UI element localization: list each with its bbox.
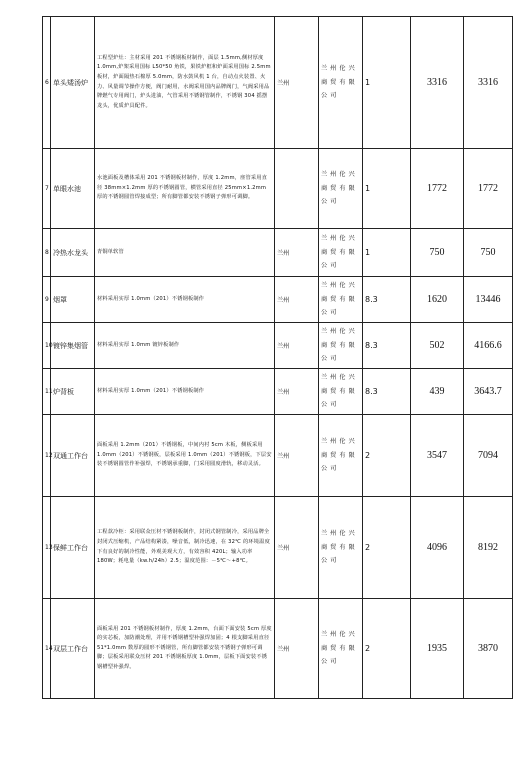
item-total-price: 750 (464, 229, 513, 277)
row-number: 14 (43, 599, 51, 699)
item-name: 单眼水池 (51, 149, 95, 229)
row-number: 11 (43, 369, 51, 415)
item-total-price: 7094 (464, 415, 513, 497)
item-quantity: 8.3 (363, 369, 411, 415)
item-origin: 兰州 (275, 229, 319, 277)
item-name: 炉背板 (51, 369, 95, 415)
item-supplier: 兰州伦兴商贸有限公司 (319, 497, 363, 599)
item-unit-price: 1772 (411, 149, 464, 229)
item-quantity: 2 (363, 415, 411, 497)
item-supplier: 兰州伦兴商贸有限公司 (319, 17, 363, 149)
row-number: 12 (43, 415, 51, 497)
item-origin: 兰州 (275, 369, 319, 415)
item-description: 工程型炉灶：主材采用 201 不锈钢板材制作，面层 1.5mm,侧材厚度 1.0mm,炉架采用国标 L50*50 角铁，果铁炉框和炉面采用国标 2.5mm 板材，炉面隔热石棉厚 5.0mm，防水鼓风机 1 台，自动点火装置、火力、风量调节操作方便，阀门耐用，水阀采用国内品牌阀门，气阀采用品牌燃气专用阀门，炉头进油，气管采用不锈钢管制作，不锈钢 304 摇摆龙头，优质炉具配件。 (95, 17, 275, 149)
item-name: 双通工作台 (51, 415, 95, 497)
row-number: 13 (43, 497, 51, 599)
table-row (43, 599, 513, 699)
item-quantity: 1 (363, 17, 411, 149)
item-name: 镀锌集烟管 (51, 323, 95, 369)
item-description: 面板采用 1.2mm（201）不锈钢板，中间内衬 5cm 木板，侧板采用 1.0mm（201）不锈钢板，层板采用 1.0mm（201）不锈钢板，下层安装不锈钢圆管作补强焊，不锈钢承重脚，门采用圆度滑轨，移动灵活。 (95, 415, 275, 497)
item-origin: 兰州 (275, 277, 319, 323)
item-total-price: 4166.6 (464, 323, 513, 369)
item-total-price: 8192 (464, 497, 513, 599)
table-row (43, 415, 513, 497)
item-total-price: 3643.7 (464, 369, 513, 415)
item-quantity: 8.3 (363, 277, 411, 323)
item-description: 材料采用实厚 1.0mm 镀锌板制作 (95, 323, 275, 369)
item-description: 工程款冷柜：采用联众压材不锈钢板制作，封闭式钢管制冷，采用品牌全封闭式压缩机，产品结构紧凑，噪音低，制冷迅速，在 32℃ 的环境温度下有良好的制冷性能，外观美观大方，有效容积 420L；输入功率 180W；耗电量（kw.h/24h）2.5；温度范围：－5℃～+8℃。 (95, 497, 275, 599)
item-unit-price: 1620 (411, 277, 464, 323)
table-row (43, 369, 513, 415)
item-origin: 兰州 (275, 497, 319, 599)
item-description: 青铜单软管 (95, 229, 275, 277)
item-unit-price: 439 (411, 369, 464, 415)
item-origin: 兰州 (275, 17, 319, 149)
item-total-price: 3316 (464, 17, 513, 149)
table-row (43, 149, 513, 229)
row-number: 10 (43, 323, 51, 369)
table-row (43, 323, 513, 369)
item-quantity: 8.3 (363, 323, 411, 369)
item-supplier: 兰州伦兴商贸有限公司 (319, 415, 363, 497)
table-row (43, 277, 513, 323)
item-description: 面板采用 201 不锈钢板材制作，厚度 1.2mm，台面下面安装 5cm 厚度的实芯板，加防潮处理，并用不锈钢槽型补强焊加固；4 根支脚采用直径 51*1.0mm 数厚的圆形不锈钢管，所有脚管都安装不锈钢子弹形可调脚；层板采用联众压材 201 不锈钢板厚度 1.0mm，层板下面安装不锈钢槽型补强焊。 (95, 599, 275, 699)
item-supplier: 兰州伦兴商贸有限公司 (319, 229, 363, 277)
item-total-price: 1772 (464, 149, 513, 229)
table-row (43, 497, 513, 599)
item-unit-price: 750 (411, 229, 464, 277)
item-unit-price: 4096 (411, 497, 464, 599)
row-number: 6 (43, 17, 51, 149)
item-description: 材料采用实厚 1.0mm（201）不锈钢板制作 (95, 369, 275, 415)
item-supplier: 兰州伦兴商贸有限公司 (319, 599, 363, 699)
item-supplier: 兰州伦兴商贸有限公司 (319, 323, 363, 369)
row-number: 9 (43, 277, 51, 323)
table-row (43, 17, 513, 149)
item-description: 水池面板及槽体采用 201 不锈钢板材制作，厚度 1.2mm，座管采用直径 38mm×1.2mm 厚的不锈钢圆管，横管采用直径 25mm×1.2mm 厚的不锈钢圆管焊接成型；所有脚管都安装不锈钢子弹形可调脚。 (95, 149, 275, 229)
item-origin: 兰州 (275, 599, 319, 699)
item-name: 冷热水龙头 (51, 229, 95, 277)
row-number: 7 (43, 149, 51, 229)
item-origin (275, 149, 319, 229)
table-row (43, 229, 513, 277)
item-supplier: 兰州伦兴商贸有限公司 (319, 277, 363, 323)
item-unit-price: 3316 (411, 17, 464, 149)
item-supplier: 兰州伦兴商贸有限公司 (319, 149, 363, 229)
item-unit-price: 1935 (411, 599, 464, 699)
item-supplier: 兰州伦兴商贸有限公司 (319, 369, 363, 415)
row-number: 8 (43, 229, 51, 277)
item-name: 双层工作台 (51, 599, 95, 699)
item-name: 烟罩 (51, 277, 95, 323)
item-name: 单头矮汤炉 (51, 17, 95, 149)
item-name: 保鲜工作台 (51, 497, 95, 599)
item-unit-price: 3547 (411, 415, 464, 497)
item-origin: 兰州 (275, 323, 319, 369)
item-quantity: 2 (363, 497, 411, 599)
item-quantity: 2 (363, 599, 411, 699)
item-unit-price: 502 (411, 323, 464, 369)
item-quantity: 1 (363, 149, 411, 229)
item-origin: 兰州 (275, 415, 319, 497)
item-description: 材料采用实厚 1.0mm（201）不锈钢板制作 (95, 277, 275, 323)
equipment-quote-table (42, 16, 513, 699)
item-quantity: 1 (363, 229, 411, 277)
item-total-price: 3870 (464, 599, 513, 699)
item-total-price: 13446 (464, 277, 513, 323)
